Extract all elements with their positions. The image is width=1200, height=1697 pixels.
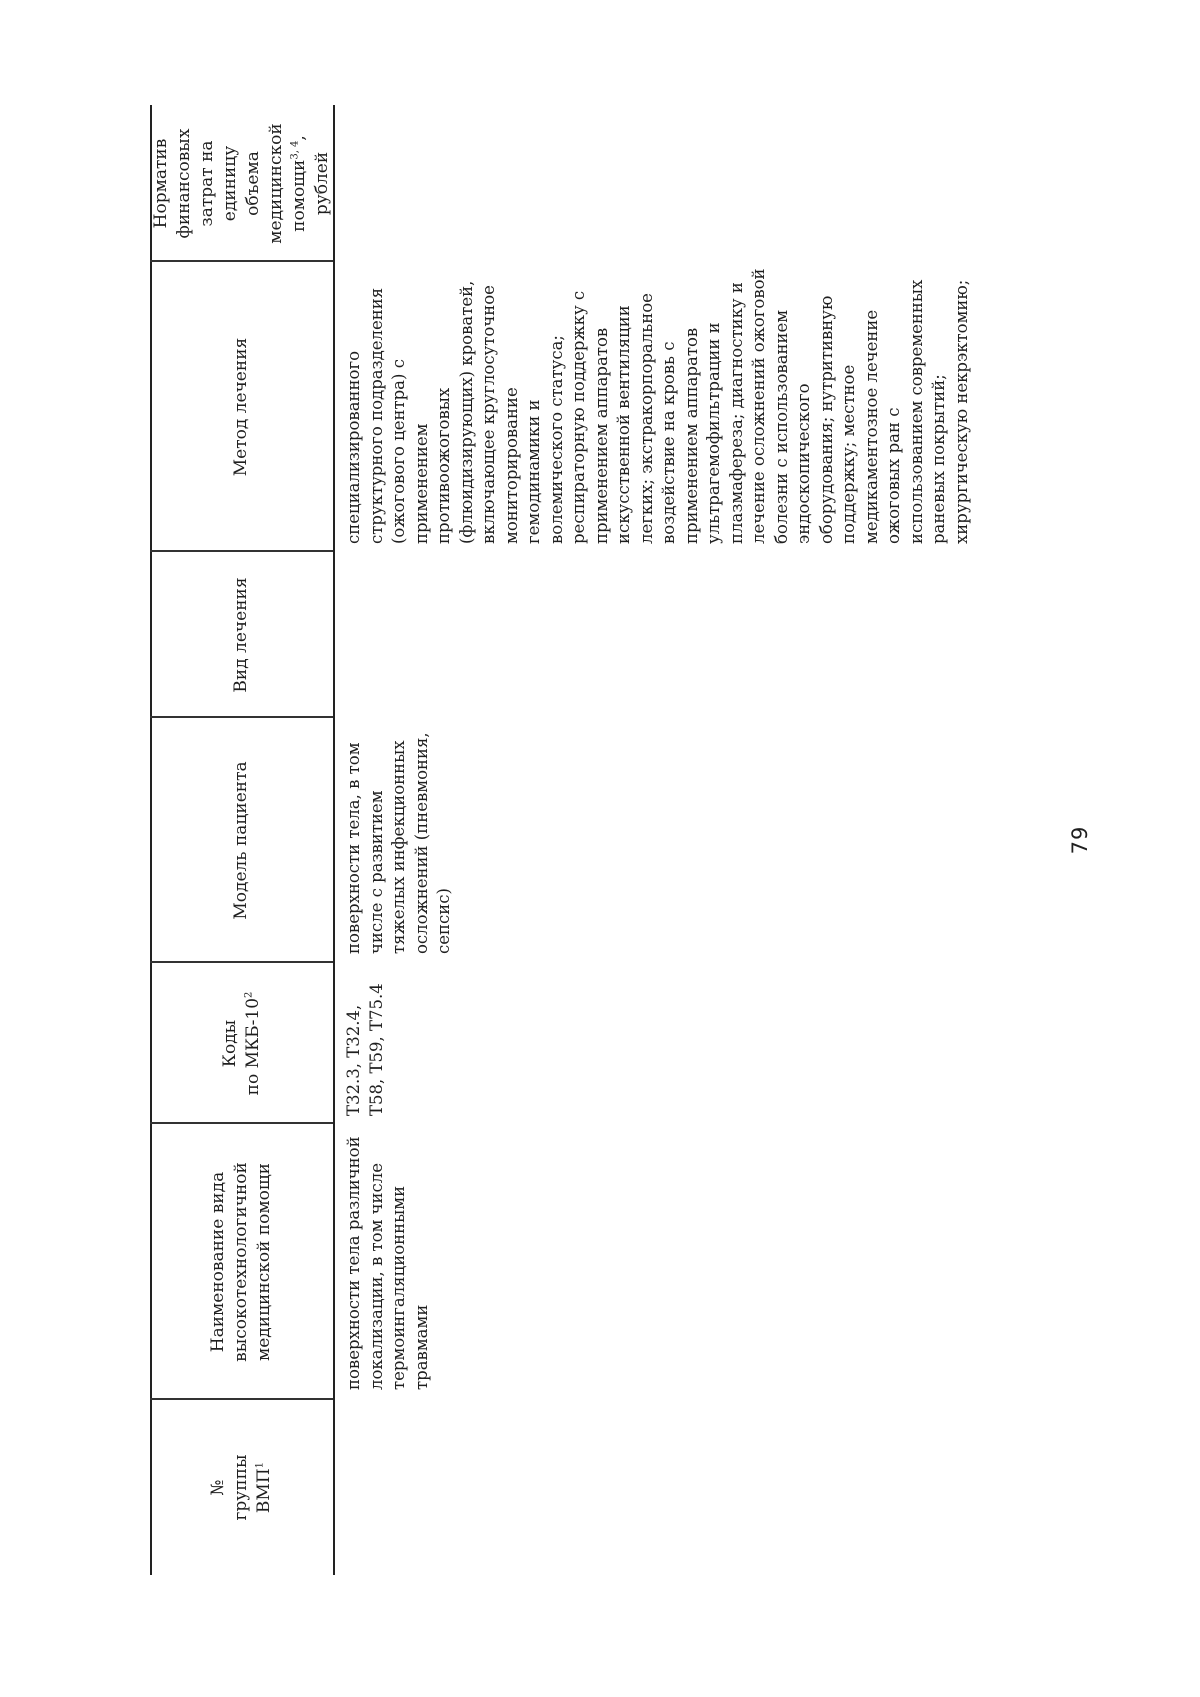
header-group-number: № группы ВМП$^1$ [208, 1454, 274, 1521]
header-cost-standard: Норматив финансовых затрат на единицу объема медицинской помощи$^{3, 4}$, рублей [150, 123, 332, 244]
header-bottom-border [333, 105, 335, 1575]
cell-care-name: поверхности тела различной локализации, в том числе термоингаляционными травмами [344, 1136, 431, 1390]
cell-icd-codes: T32.3, T32.4, T58, T59, T75.4 [344, 983, 386, 1116]
rotated-table-page [150, 105, 1180, 1575]
header-patient-model: Модель пациента [231, 761, 251, 920]
header-treatment-type: Вид лечения [231, 577, 251, 693]
header-treatment-method: Метод лечения [231, 337, 251, 477]
cell-treatment-method: специализированного структурного подразделения (ожогового центра) с применением противоожоговых (флюидизирующих) кроватей, включающее круглосуточное мониторирование гемодинамики и волемического статуса; респираторную поддержку с применением аппаратов искусственной вентиляции легких; экстракорпоральное воздействие на кровь с применением аппаратов ультрагемофильтрации и плазмафереза; диагностику и лечение осложнений ожоговой болезни с использованием эндоскопического оборудования; нутритивную поддержку; местное медикаментозное лечение ожоговых ран с использованием современных раневых покрытий; хирургическую некрэктомию; [344, 268, 971, 544]
header-care-name: Наименование вида высокотехнологичной медицинской помощи [208, 1162, 274, 1362]
cell-patient-model: поверхности тела, в том числе с развитием тяжелых инфекционных осложнений (пневмония, сепсис) [344, 732, 453, 954]
header-icd-codes: Коды по МКБ-$10^2$ [219, 991, 263, 1096]
page-number: 79 [1068, 825, 1092, 855]
